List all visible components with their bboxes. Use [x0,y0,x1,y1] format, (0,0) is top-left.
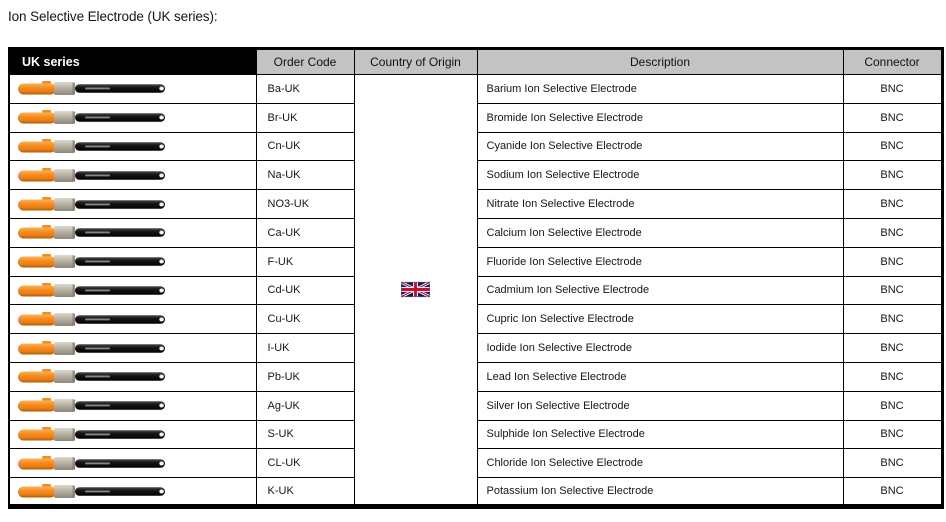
electrode-photo [17,398,169,413]
description-cell: Cyanide Ion Selective Electrode [477,132,843,161]
electrode-image-cell [9,161,256,190]
col-header-connector: Connector [843,49,942,75]
electrode-photo [17,81,169,96]
connector-cell: BNC [843,190,942,219]
connector-cell: BNC [843,362,942,391]
electrode-image-cell [9,478,256,507]
description-cell: Calcium Ion Selective Electrode [477,218,843,247]
col-header-order-code: Order Code [256,49,354,75]
electrode-photo [17,484,169,499]
order-code-cell: K-UK [256,478,354,507]
header-row [9,49,942,75]
description-cell: Fluoride Ion Selective Electrode [477,247,843,276]
electrode-image-cell [9,75,256,104]
order-code-cell: I-UK [256,334,354,363]
order-code-cell: Ag-UK [256,391,354,420]
order-code-cell: Br-UK [256,103,354,132]
electrode-photo [17,369,169,384]
description-cell: Cadmium Ion Selective Electrode [477,276,843,305]
electrode-photo [17,283,169,298]
connector-cell: BNC [843,132,942,161]
description-cell: Barium Ion Selective Electrode [477,75,843,104]
connector-cell: BNC [843,103,942,132]
electrode-image-cell [9,247,256,276]
electrode-table [8,47,944,509]
electrode-photo [17,254,169,269]
connector-cell: BNC [843,420,942,449]
electrode-photo [17,197,169,212]
electrode-image-cell [9,218,256,247]
description-cell: Bromide Ion Selective Electrode [477,103,843,132]
connector-cell: BNC [843,449,942,478]
order-code-cell: S-UK [256,420,354,449]
description-cell: Nitrate Ion Selective Electrode [477,190,843,219]
electrode-image-cell [9,449,256,478]
col-header-country-of-origin: Country of Origin [354,49,477,75]
order-code-cell: F-UK [256,247,354,276]
uk-flag-icon [401,281,430,298]
electrode-photo [17,110,169,125]
electrode-image-cell [9,334,256,363]
page-title: Ion Selective Electrode (UK series): [8,9,218,24]
order-code-cell: Cu-UK [256,305,354,334]
electrode-photo [17,456,169,471]
order-code-cell: Cn-UK [256,132,354,161]
description-cell: Cupric Ion Selective Electrode [477,305,843,334]
electrode-image-cell [9,276,256,305]
electrode-image-cell [9,132,256,161]
description-cell: Sulphide Ion Selective Electrode [477,420,843,449]
order-code-cell: Ba-UK [256,75,354,104]
electrode-image-cell [9,103,256,132]
electrode-image-cell [9,420,256,449]
description-cell: Iodide Ion Selective Electrode [477,334,843,363]
electrode-photo [17,168,169,183]
electrode-photo [17,312,169,327]
order-code-cell: CL-UK [256,449,354,478]
connector-cell: BNC [843,218,942,247]
electrode-image-cell [9,391,256,420]
description-cell: Potassium Ion Selective Electrode [477,478,843,507]
electrode-photo [17,225,169,240]
electrode-image-cell [9,362,256,391]
connector-cell: BNC [843,161,942,190]
electrode-image-cell [9,190,256,219]
description-cell: Chloride Ion Selective Electrode [477,449,843,478]
connector-cell: BNC [843,334,942,363]
order-code-cell: Pb-UK [256,362,354,391]
table-row [9,75,942,104]
order-code-cell: Cd-UK [256,276,354,305]
electrode-photo [17,427,169,442]
connector-cell: BNC [843,391,942,420]
connector-cell: BNC [843,247,942,276]
country-of-origin-cell [354,75,477,507]
electrode-image-cell [9,305,256,334]
col-header-description: Description [477,49,843,75]
description-cell: Sodium Ion Selective Electrode [477,161,843,190]
order-code-cell: Na-UK [256,161,354,190]
col-header-uk-series: UK series [9,49,256,75]
description-cell: Lead Ion Selective Electrode [477,362,843,391]
connector-cell: BNC [843,478,942,507]
connector-cell: BNC [843,305,942,334]
order-code-cell: Ca-UK [256,218,354,247]
description-cell: Silver Ion Selective Electrode [477,391,843,420]
connector-cell: BNC [843,276,942,305]
electrode-photo [17,139,169,154]
electrode-photo [17,341,169,356]
connector-cell: BNC [843,75,942,104]
order-code-cell: NO3-UK [256,190,354,219]
